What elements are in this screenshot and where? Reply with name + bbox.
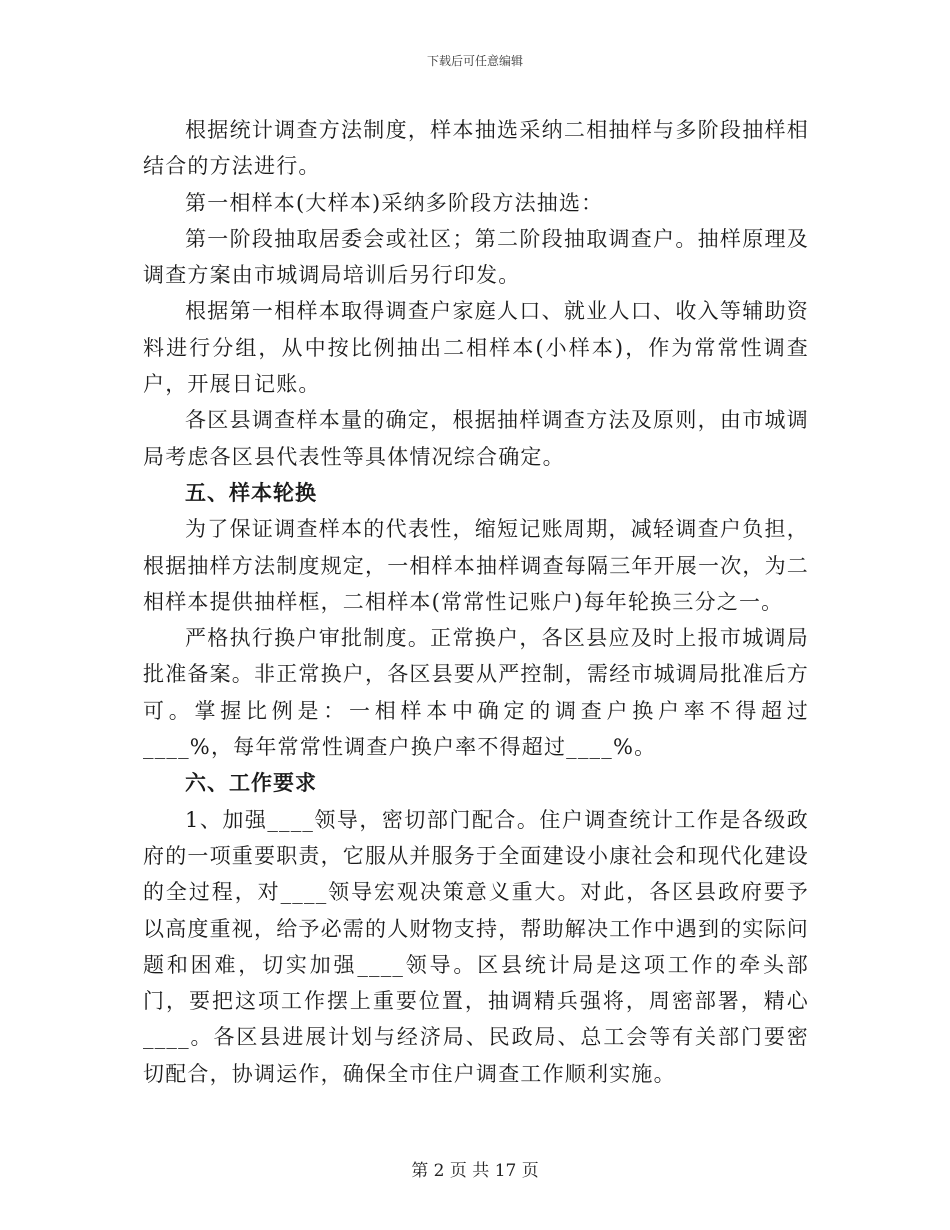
section-heading-work-requirements: 六、工作要求: [185, 771, 317, 796]
paragraph-first-phase-sample: 第一相样本(大样本)采纳多阶段方法抽选：: [185, 190, 604, 215]
paragraph-grouping: 根据第一相样本取得调查户家庭人口、就业人口、收入等辅助资料进行分组，从中按比例抽出二相样本(小样本)，作为常常性调查户，开展日记账。: [143, 299, 809, 397]
section-heading-sample-rotation: 五、样本轮换: [185, 480, 317, 505]
paragraph-rotation-purpose: 为了保证调查样本的代表性，缩短记账周期，减轻调查户负担，根据抽样方法制度规定，一相样本抽样调查每隔三年开展一次，为二相样本提供抽样框，二相样本(常常性记账户)每年轮换三分之一。: [143, 517, 809, 614]
paragraph-sampling-method: 根据统计调查方法制度，样本抽选采纳二相抽样与多阶段抽样相结合的方法进行。: [143, 118, 809, 179]
paragraph-household-replacement: 严格执行换户审批制度。正常换户，各区县应及时上报市城调局批准备案。非正常换户，各区县要从严控制，需经市城调局批准后方可。掌握比例是：一相样本中确定的调查户换户率不得超过____%，每年常常性调查户换户率不得超过____%。: [143, 626, 809, 760]
page-header: 下载后可任意编辑: [426, 54, 523, 68]
paragraph-stages: 第一阶段抽取居委会或社区；第二阶段抽取调查户。抽样原理及调查方案由市城调局培训后另行印发。: [143, 226, 809, 288]
paragraph-sample-size: 各区县调查样本量的确定，根据抽样调查方法及原则，由市城调局考虑各区县代表性等具体情况综合确定。: [143, 408, 809, 469]
document-body: [143, 112, 809, 1092]
paragraph-strengthen-leadership: 1、加强____领导，密切部门配合。住户调查统计工作是各级政府的一项重要职责，它服从并服务于全面建设小康社会和现代化建设的全过程，对____领导宏观决策意义重大。对此，各区县政府要予以高度重视，给予必需的人财物支持，帮助解决工作中遇到的实际问题和困难，切实加强____领导。区县统计局是这项工作的牵头部门，要把这项工作摆上重要位置，抽调精兵强将，周密部署，精心____。各区县进展计划与经济局、民政局、总工会等有关部门要密切配合，协调运作，确保全市住户调查工作顺利实施。: [143, 807, 809, 1086]
page-number: 第 2 页 共 17 页: [411, 1161, 539, 1181]
